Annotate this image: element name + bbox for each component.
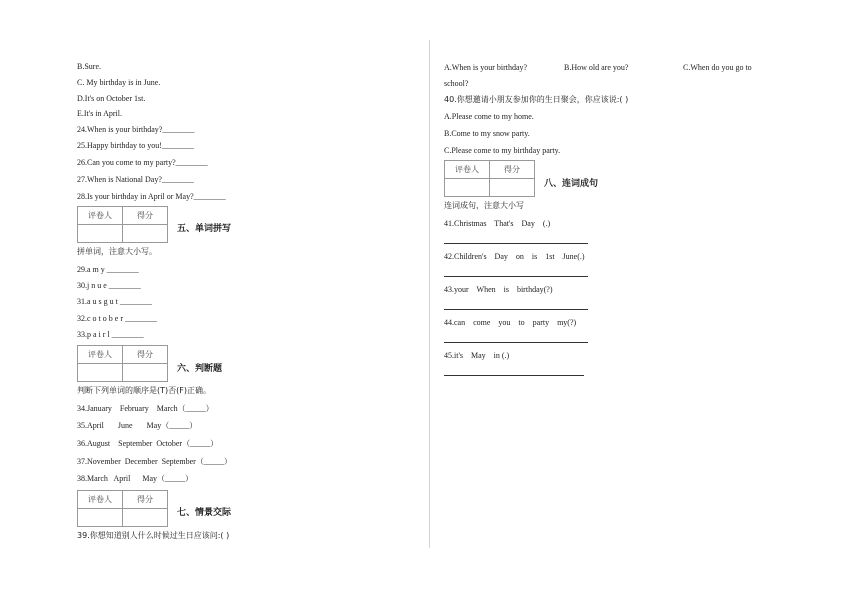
question-33: 33.p a i r l ________ (77, 330, 144, 339)
q40-option-a: A.Please come to my home. (444, 112, 534, 121)
q39-option-a: A.When is your birthday? (444, 63, 528, 72)
grader-header: 评卷人 (78, 491, 123, 509)
question-37: 37.November December September（_____） (77, 457, 232, 466)
answer-line-41[interactable] (444, 243, 588, 244)
score-header: 得分 (123, 346, 168, 364)
question-30: 30.j n u e ________ (77, 281, 141, 290)
question-32: 32.c o t o b e r ________ (77, 314, 157, 323)
score-header: 得分 (490, 161, 535, 179)
question-45: 45.it's May in (.) (444, 351, 510, 360)
grader-cell (78, 225, 123, 243)
grader-header: 评卷人 (445, 161, 490, 179)
score-header: 得分 (123, 491, 168, 509)
question-36: 36.August September October（_____） (77, 439, 219, 448)
question-42: 42.Children's Day on is 1st June(.) (444, 252, 585, 261)
q39-option-c: C.When do you go to (683, 63, 752, 72)
question-38: 38.March April May（_____） (77, 474, 193, 483)
score-box-section-6 (77, 345, 168, 382)
q39-option-b: B.How old are you? (564, 63, 629, 72)
section-5-instruction: 拼单词，注意大小写。 (77, 247, 157, 256)
section-6-title: 六、判断题 (177, 364, 223, 374)
answer-line-42[interactable] (444, 276, 588, 277)
section-6-instruction: 判断下列单词的顺序是(T)否(F)正确。 (77, 386, 211, 395)
grader-cell (445, 179, 490, 197)
question-31: 31.a u s g u t ________ (77, 297, 152, 306)
q39-option-c-continued: school? (444, 79, 469, 88)
question-44: 44.can come you to party my(?) (444, 318, 577, 327)
answer-line-43[interactable] (444, 309, 588, 310)
grader-header: 评卷人 (78, 346, 123, 364)
question-40: 40.你想邀请小朋友参加你的生日聚会，你应该说:( ) (444, 95, 629, 104)
question-25: 25.Happy birthday to you!________ (77, 141, 194, 150)
score-box-section-5 (77, 206, 168, 243)
score-cell (490, 179, 535, 197)
section-5-title: 五、单词拼写 (177, 224, 232, 234)
question-29: 29.a m y ________ (77, 265, 139, 274)
score-box-section-8 (444, 160, 535, 197)
question-39: 39.你想知道别人什么时候过生日应该问:( ) (77, 531, 230, 540)
question-24: 24.When is your birthday?________ (77, 125, 195, 134)
question-26: 26.Can you come to my party?________ (77, 158, 208, 167)
section-8-title: 八、连词成句 (544, 179, 599, 189)
answer-line-45[interactable] (444, 375, 584, 376)
question-41: 41.Christmas That's Day (.) (444, 219, 551, 228)
score-cell (123, 225, 168, 243)
score-cell (123, 364, 168, 382)
q40-option-c: C.Please come to my birthday party. (444, 146, 561, 155)
answer-line-44[interactable] (444, 342, 588, 343)
grader-cell (78, 509, 123, 527)
section-8-instruction: 连词成句，注意大小写 (444, 201, 524, 210)
option-e: E.It's in April. (77, 109, 122, 118)
option-d: D.It's on October 1st. (77, 94, 146, 103)
question-34: 34.January February March（_____） (77, 404, 214, 413)
option-c: C. My birthday is in June. (77, 78, 161, 87)
q40-option-b: B.Come to my snow party. (444, 129, 530, 138)
option-b: B.Sure. (77, 62, 101, 71)
question-35: 35.April June May（_____） (77, 421, 198, 430)
score-box-section-7 (77, 490, 168, 527)
grader-header: 评卷人 (78, 207, 123, 225)
score-header: 得分 (123, 207, 168, 225)
question-43: 43.your When is birthday(?) (444, 285, 553, 294)
column-divider (429, 40, 430, 548)
section-7-title: 七、情景交际 (177, 508, 232, 518)
grader-cell (78, 364, 123, 382)
question-28: 28.Is your birthday in April or May?________ (77, 192, 226, 201)
question-27: 27.When is National Day?________ (77, 175, 194, 184)
score-cell (123, 509, 168, 527)
